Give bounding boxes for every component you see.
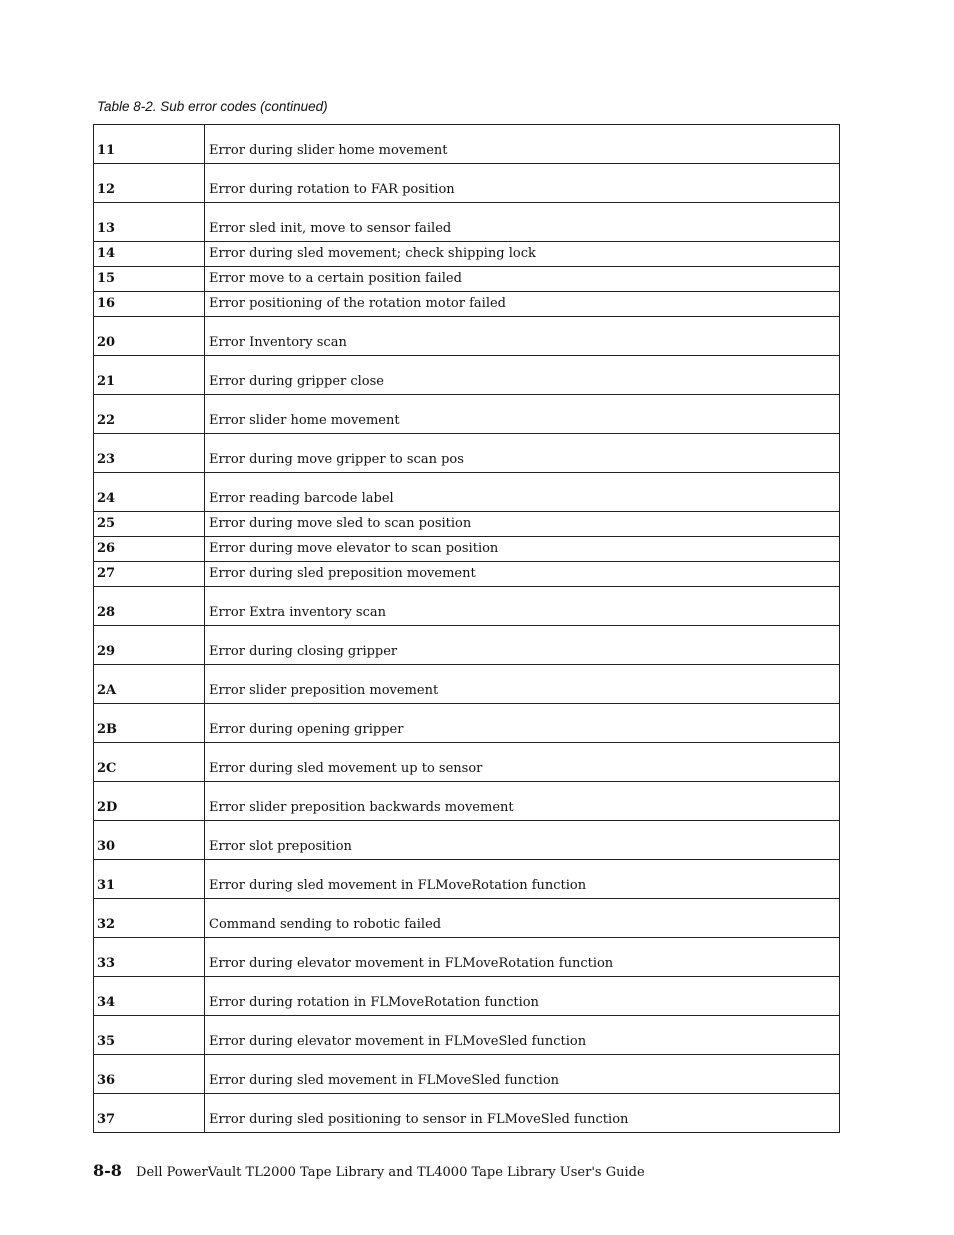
table-row [94,1055,840,1094]
table-row [94,1016,840,1055]
table-row [94,743,840,782]
table-row [94,977,840,1016]
table-row [94,938,840,977]
table-row [94,665,840,704]
table-caption: Table 8-2. Sub error codes (continued) [97,99,328,114]
error-code-cell: 20 [94,317,205,356]
book-title: Dell PowerVault TL2000 Tape Library and TL4000 Tape Library User's Guide [136,1165,645,1180]
error-description-cell: Error move to a certain position failed [205,267,840,292]
table-row [94,292,840,317]
error-description-cell: Error Inventory scan [205,317,840,356]
error-code-cell: 15 [94,267,205,292]
error-description-cell: Error during closing gripper [205,626,840,665]
error-description-cell: Error during move elevator to scan position [205,537,840,562]
error-code-cell: 35 [94,1016,205,1055]
error-description-cell: Error slider preposition backwards movement [205,782,840,821]
error-code-cell: 2D [94,782,205,821]
table-row [94,782,840,821]
table-row [94,860,840,899]
error-code-cell: 12 [94,164,205,203]
error-code-cell: 37 [94,1094,205,1133]
table-row [94,562,840,587]
error-description-cell: Error during sled positioning to sensor in FLMoveSled function [205,1094,840,1133]
table-body [94,125,840,1133]
error-description-cell: Error Extra inventory scan [205,587,840,626]
table-row [94,125,840,164]
table-row [94,821,840,860]
table-row [94,164,840,203]
table-row [94,356,840,395]
error-description-cell: Error slider home movement [205,395,840,434]
table-row [94,395,840,434]
error-code-cell: 23 [94,434,205,473]
error-description-cell: Error during sled movement in FLMoveSled function [205,1055,840,1094]
page-number: 8-8 [93,1161,122,1180]
error-description-cell: Error during opening gripper [205,704,840,743]
table-row [94,537,840,562]
error-code-cell: 2A [94,665,205,704]
error-code-cell: 27 [94,562,205,587]
error-code-cell: 33 [94,938,205,977]
error-code-cell: 34 [94,977,205,1016]
table-row [94,317,840,356]
error-code-cell: 14 [94,242,205,267]
error-code-cell: 11 [94,125,205,164]
error-description-cell: Error during sled movement; check shipping lock [205,242,840,267]
error-code-cell: 26 [94,537,205,562]
error-code-cell: 25 [94,512,205,537]
error-code-cell: 32 [94,899,205,938]
error-code-cell: 13 [94,203,205,242]
error-code-cell: 31 [94,860,205,899]
table-row [94,626,840,665]
error-code-cell: 21 [94,356,205,395]
table-row [94,704,840,743]
error-description-cell: Command sending to robotic failed [205,899,840,938]
error-description-cell: Error during sled preposition movement [205,562,840,587]
error-description-cell: Error during slider home movement [205,125,840,164]
error-description-cell: Error slot preposition [205,821,840,860]
table-row [94,1094,840,1133]
page-footer [93,1161,645,1180]
error-description-cell: Error during move gripper to scan pos [205,434,840,473]
error-code-cell: 28 [94,587,205,626]
table-row [94,242,840,267]
error-description-cell: Error during gripper close [205,356,840,395]
error-description-cell: Error positioning of the rotation motor failed [205,292,840,317]
error-code-cell: 2B [94,704,205,743]
sub-error-codes-table [93,124,840,1133]
error-code-cell: 36 [94,1055,205,1094]
error-code-cell: 2C [94,743,205,782]
error-description-cell: Error reading barcode label [205,473,840,512]
table-row [94,267,840,292]
error-code-cell: 29 [94,626,205,665]
table-row [94,473,840,512]
error-description-cell: Error during elevator movement in FLMoveRotation function [205,938,840,977]
error-code-cell: 24 [94,473,205,512]
error-description-cell: Error sled init, move to sensor failed [205,203,840,242]
error-description-cell: Error slider preposition movement [205,665,840,704]
error-description-cell: Error during rotation in FLMoveRotation function [205,977,840,1016]
error-description-cell: Error during sled movement in FLMoveRotation function [205,860,840,899]
error-description-cell: Error during rotation to FAR position [205,164,840,203]
table-row [94,203,840,242]
table-row [94,587,840,626]
error-code-cell: 22 [94,395,205,434]
error-code-cell: 16 [94,292,205,317]
table-row [94,899,840,938]
error-description-cell: Error during elevator movement in FLMoveSled function [205,1016,840,1055]
error-description-cell: Error during sled movement up to sensor [205,743,840,782]
table-row [94,434,840,473]
table-row [94,512,840,537]
error-code-cell: 30 [94,821,205,860]
error-description-cell: Error during move sled to scan position [205,512,840,537]
